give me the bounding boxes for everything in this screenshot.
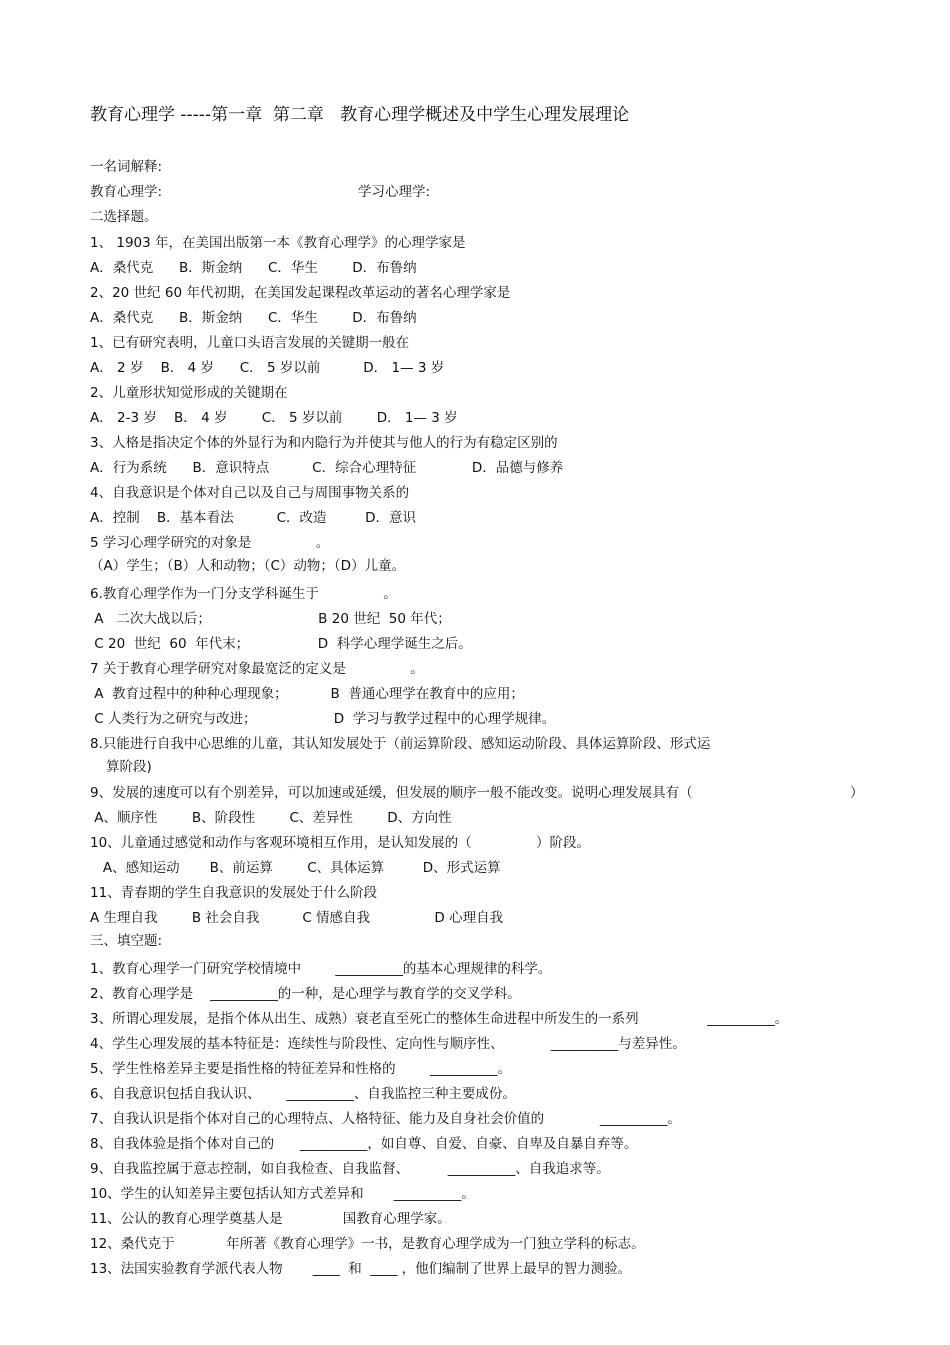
options: C 人类行为之研究与改进； D 学习与教学过程中的心理学规律。 [90,711,556,727]
question: 11、青春期的学生自我意识的发展处于什么阶段 [90,885,378,901]
options: A．行为系统 B．意识特点 C．综合心理特征 D．品德与修养 [90,460,564,476]
fill-blank-item: 8、自我体验是指个体对自己的 __________，如自尊、自爱、自豪、自卑及自暴自弃等。 [90,1136,638,1152]
fill-blank-item: 5、学生性格差异主要是指性格的特征差异和性格的 __________。 [90,1061,511,1077]
question: 6.教育心理学作为一门分支学科诞生于 。 [90,586,397,602]
question: 9、发展的速度可以有个别差异，可以加速或延缓，但发展的顺序一般不能改变。说明心理发展具有（ [90,785,693,801]
question: 5 学习心理学研究的对象是 。 [90,535,330,551]
options: A． 2-3 岁 B． 4 岁 C． 5 岁以前 D． 1— 3 岁 [90,410,458,426]
question: 1、 1903 年，在美国出版第一本《教育心理学》的心理学家是 [90,235,466,251]
options: A 生理自我 B 社会自我 C 情感自我 D 心理自我 [90,910,504,926]
section-heading: 二选择题。 [90,209,158,225]
fill-blank-item: 11、公认的教育心理学奠基人是 国教育心理学家。 [90,1211,451,1227]
options: A． 2 岁 B． 4 岁 C． 5 岁以前 D． 1— 3 岁 [90,360,445,376]
term-item: 教育心理学: [90,184,163,200]
fill-blank-item: 6、自我意识包括自我认识、 __________、自我监控三种主要成份。 [90,1086,516,1102]
question: 1、已有研究表明，儿童口头语言发展的关键期一般在 [90,335,410,351]
fill-blank-item: 4、学生心理发展的基本特征是：连续性与阶段性、定向性与顺序性、 __________与差异性。 [90,1036,686,1052]
question-bracket: ） [850,785,864,801]
question: 2、儿童形状知觉形成的关键期在 [90,385,288,401]
fill-blank-item: 10、学生的认知差异主要包括认知方式差异和 __________。 [90,1186,475,1202]
options: A 教育过程中的种种心理现象； B 普通心理学在教育中的应用； [90,686,524,702]
options: C 20 世纪 60 年代末； D 科学心理学诞生之后。 [90,636,472,652]
page-title: 教育心理学 -----第一章 第二章 教育心理学概述及中学生心理发展理论 [90,105,630,125]
options: （A）学生；（B）人和动物；（C）动物；（D）儿童。 [90,558,406,574]
question: 10、儿童通过感觉和动作与客观环境相互作用，是认知发展的（ ）阶段。 [90,835,591,851]
fill-blank-item: 2、教育心理学是 __________的一种，是心理学与教育学的交叉学科。 [90,986,521,1002]
question-continuation: 算阶段) [106,759,152,775]
options: A、感知运动 B、前运算 C、具体运算 D、形式运算 [90,860,501,876]
fill-blank-item: 3、所谓心理发展，是指个体从出生、成熟）衰老直至死亡的整体生命进程中所发生的一系列 __________。 [90,1011,789,1027]
term-item: 学习心理学: [358,184,431,200]
options: A．控制 B．基本看法 C．改造 D．意识 [90,510,417,526]
fill-blank-item: 1、教育心理学一门研究学校情境中 __________的基本心理规律的科学。 [90,961,552,977]
question: 8.只能进行自我中心思维的儿童，其认知发展处于（前运算阶段、感知运动阶段、具体运算阶段、形式运 [90,736,711,752]
fill-blank-item: 13、法国实验教育学派代表人物 ____ 和 ____ ，他们编制了世界上最早的智力测验。 [90,1261,632,1277]
options: A．桑代克 B．斯金纳 C．华生 D．布鲁纳 [90,260,417,276]
fill-blank-item: 7、自我认识是指个体对自己的心理特点、人格特征、能力及自身社会价值的 __________。 [90,1111,681,1127]
options: A、顺序性 B、阶段性 C、差异性 D、方向性 [90,810,452,826]
fill-blank-item: 9、自我监控属于意志控制，如自我检查、自我监督、 __________、自我追求等。 [90,1161,610,1177]
fill-blank-item: 12、桑代克于 年所著《教育心理学》一书，是教育心理学成为一门独立学科的标志。 [90,1236,645,1252]
options: A．桑代克 B．斯金纳 C．华生 D．布鲁纳 [90,310,417,326]
options: A 二次大战以后； B 20 世纪 50 年代； [90,611,451,627]
section-heading: 一名词解释: [90,159,163,175]
question: 7 关于教育心理学研究对象最宽泛的定义是 。 [90,661,424,677]
question: 2、20 世纪 60 年代初期，在美国发起课程改革运动的著名心理学家是 [90,285,511,301]
question: 3、人格是指决定个体的外显行为和内隐行为并使其与他人的行为有稳定区别的 [90,435,558,451]
question: 4、自我意识是个体对自己以及自己与周围事物关系的 [90,485,410,501]
section-heading: 三、填空题: [90,933,163,949]
